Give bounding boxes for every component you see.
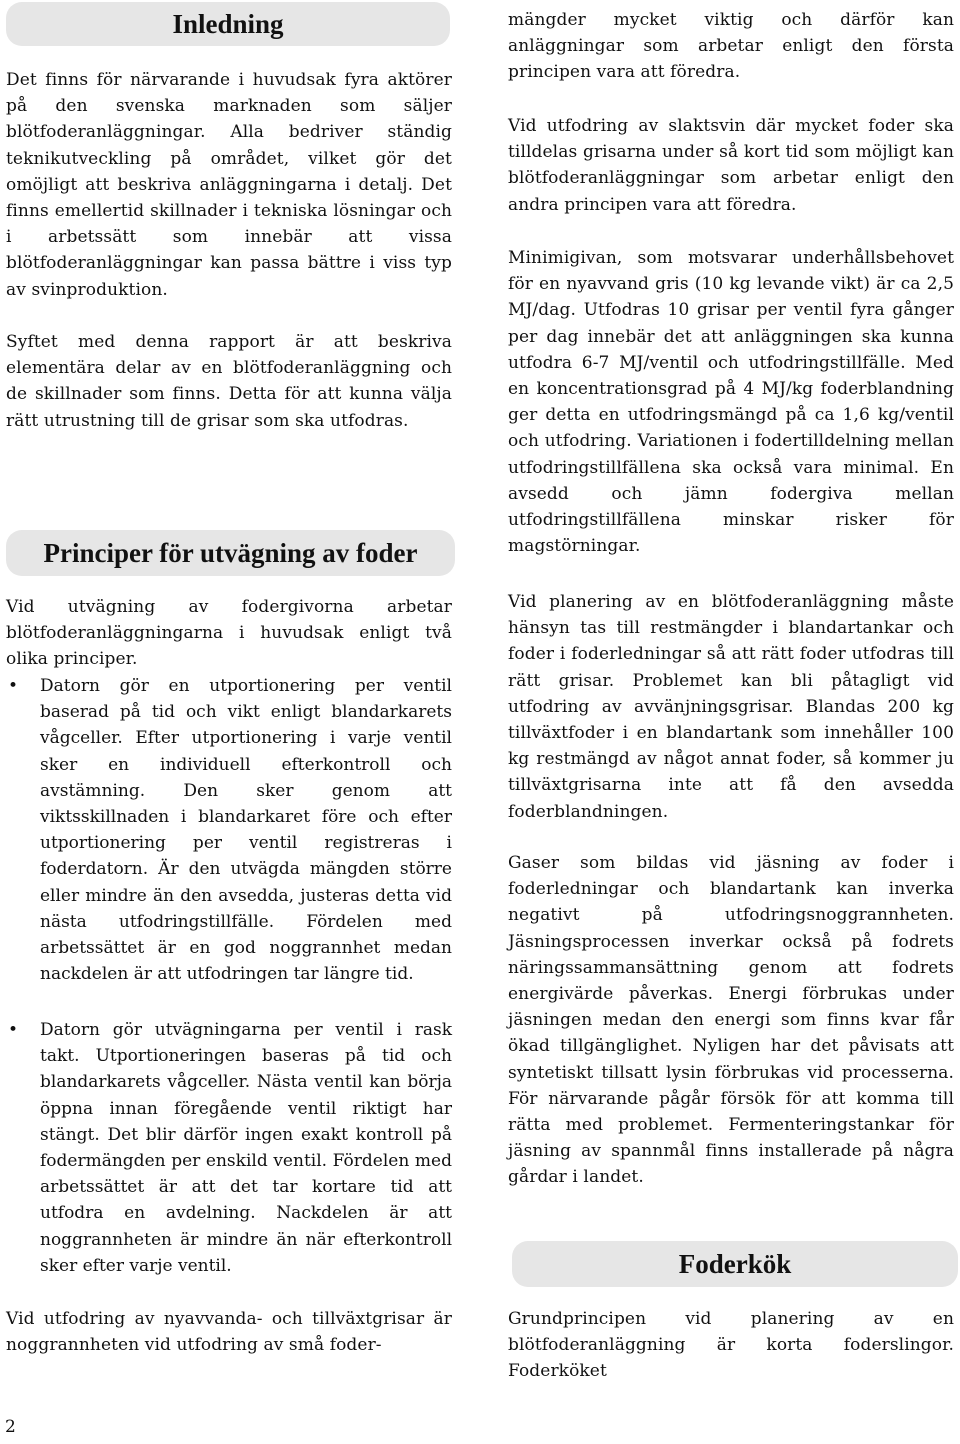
heading-inledning: Inledning bbox=[6, 2, 450, 46]
right-paragraph-2: Vid utfodring av slaktsvin där mycket foder ska tilldelas grisarna under så kort tid som möjligt kan blötfoderanläggningar som arbetar enligt den andra principen vara att föredra. bbox=[508, 116, 954, 215]
list-item bbox=[6, 673, 452, 987]
right-paragraph-1: mängder mycket viktig och därför kan anläggningar som arbetar enligt den första principen vara att föredra. bbox=[508, 10, 954, 83]
bullet-list-2 bbox=[6, 1017, 452, 1279]
right-paragraph-3: Minimigivan, som motsvarar underhållsbehovet för en nyavvand gris (10 kg levande vikt) är ca 2,5 MJ/dag. Utfodras 10 grisar per ventil fyra gånger per dag innebär det att anläggningen ska kunna utfodra 6-7 MJ/ventil och utfodringstillfälle. Med en koncentrationsgrad på 4 MJ/kg foderblandning ger detta en utfodringsmängd på ca 1,6 kg/ventil och utfodring. Variationen i fodertilldelning mellan utfodringstillfällena ska också vara minimal. En avsedd och jämn fodergiva mellan utfodringstillfällena minskar risker för magstörningar. bbox=[508, 248, 954, 557]
heading-principer: Principer för utvägning av foder bbox=[6, 530, 455, 576]
bullet-text-2: Datorn gör utvägningarna per ventil i rask takt. Utportioneringen baseras på tid och blandarkarets vågceller. Nästa ventil kan börja öppna innan föregående ventil riktigt har stängt. Det blir därför ingen exakt kontroll på fodermängden per enskild ventil. Fördelen med arbetssättet är att det tar kortare tid att utfodra en avdelning. Nackdelen är att noggrannheten är mindre än när efterkontroll sker efter varje ventil. bbox=[40, 1020, 452, 1276]
list-item bbox=[6, 1017, 452, 1279]
right-paragraph-6: Grundprincipen vid planering av en blötfoderanläggning är korta foderslingor. Foderköket bbox=[508, 1309, 954, 1382]
principer-intro: Vid utvägning av fodergivorna arbetar blötfoderanläggningarna i huvudsak enligt två olika principer. bbox=[6, 597, 452, 670]
bullet-icon: • bbox=[8, 1020, 19, 1040]
heading-foderkok: Foderkök bbox=[512, 1241, 958, 1287]
intro-paragraph-1: Det finns för närvarande i huvudsak fyra aktörer på den svenska marknaden som säljer blötfoderanläggningar. Alla bedriver ständig teknikutveckling på området, vilket gör det omöjligt att beskriva anläggningarna i detalj. Det finns emellertid skillnader i tekniska lösningar och i arbetssätt som innebär att vissa blötfoderanläggningar kan passa bättre i viss typ av svinproduktion. bbox=[6, 70, 452, 300]
right-paragraph-5: Gaser som bildas vid jäsning av foder i foderledningar och blandartank kan inverka negativt på utfodringsnoggrannheten. Jäsningsprocessen inverkar också på fodrets näringssammansättning genom att fodrets energivärde påverkas. Energi förbrukas under jäsningen medan den energi som finns kvar får ökad tillgänglighet. Nyligen har det påvisats att syntetiskt tillsatt lysin förbrukas vid processerna. För närvarande pågår försök för att komma till rätta med problemet. Fermenteringstankar för jäsning av spannmål finns installerade på några gårdar i landet. bbox=[508, 853, 954, 1188]
right-paragraph-4: Vid planering av en blötfoderanläggning måste hänsyn tas till restmängder i blandartankar och foder i foderledningar så att rätt foder utfodras till rätt grisar. Problemet kan bli påtagligt vid utfodring av avvänjningsgrisar. Blandas 200 kg tillväxtfoder i en blandartank som innehåller 100 kg restmängd av något annat foder, så kommer ju tillväxtgrisarna inte att få den avsedda foderblandningen. bbox=[508, 592, 954, 822]
bullet-list-1 bbox=[6, 673, 452, 987]
bullet-icon: • bbox=[8, 676, 19, 696]
intro-paragraph-2: Syftet med denna rapport är att beskriva elementära delar av en blötfoderanläggning och de skillnader som finns. Detta för att kunna välja rätt utrustning till de grisar som ska utfodras. bbox=[6, 332, 452, 431]
bottom-paragraph: Vid utfodring av nyavvanda- och tillväxtgrisar är noggrannheten vid utfodring av små foder- bbox=[6, 1309, 452, 1356]
page-number: 2 bbox=[5, 1417, 16, 1437]
bullet-text-1: Datorn gör en utportionering per ventil baserad på tid och vikt enligt blandarkarets vågceller. Efter utportionering i varje ventil sker en individuell efterkontroll och avstämning. Den sker genom att viktsskillnaden i blandarkaret före och efter utportionering per ventil registreras i foderdatorn. Är den utvägda mängden större eller mindre än den avsedda, justeras detta vid nästa utfodringstillfälle. Fördelen med arbetssättet är en god noggrannhet medan nackdelen är att utfodringen tar längre tid. bbox=[40, 676, 452, 985]
